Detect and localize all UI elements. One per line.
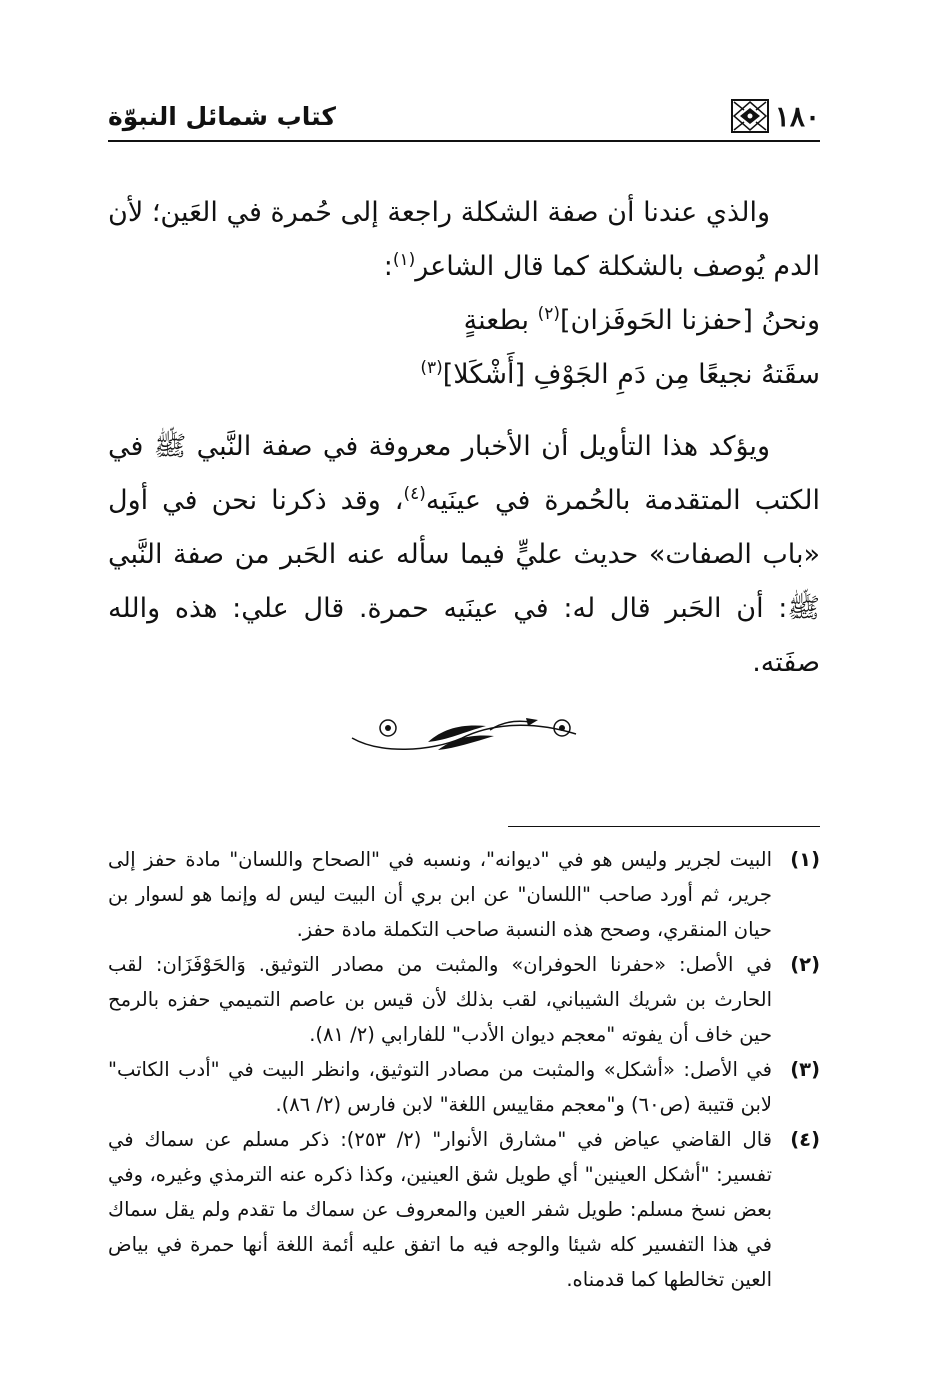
paragraph-1-text: والذي عندنا أن صفة الشكلة راجعة إلى حُمرة في العَين؛ لأن الدم يُوصف بالشكلة كما قال الشاعر — [108, 197, 820, 282]
section-divider-ornament-icon — [340, 708, 590, 758]
verse-1-part-a: ونحنُ [حفزنا الحَوفَزان] — [560, 305, 820, 336]
footnote-text: في الأصل: «حفرنا الحوفران» والمثبت من مصادر التوثيق. وَالحَوْفَزَان: لقب الحارث بن شريك الشيباني، لقب بذلك لأن قيس بن عاصم التميمي حفزه بالرمح حين خاف أن يفوته "معجم ديوان الأدب" للفارابي (٢/ ٨١). — [108, 953, 772, 1046]
verse-1-part-b: بطعنةٍ — [463, 305, 538, 336]
footnote-text: قال القاضي عياض في "مشارق الأنوار" (٢/ ٢٥٣): ذكر مسلم عن سماك في تفسير: "أشكل العينين" أي طويل شق العينين، وكذا ذكره عنه الترمذي وغيره، وفي بعض نسخ مسلم: طويل شفر العين والمعروف عن سماك ما تقدم ولم يقل سماك في هذا التفسير كله شيئا والوجه فيه ما اتفق عليه أئمة اللغة أنها حمرة في بياض العين تخالطها كما قدمناه. — [108, 1128, 772, 1291]
verse-line-2 — [108, 348, 820, 402]
running-header — [108, 98, 820, 142]
footnote-number: (٤) — [790, 1128, 820, 1151]
footnote-text: في الأصل: «أشكل» والمثبت من مصادر التوثيق، وانظر البيت في "أدب الكاتب" لابن قتيبة (ص٦٠) و"معجم مقاييس اللغة" لابن فارس (٢/ ٨٦). — [108, 1058, 772, 1116]
verse-2-text: سقَتهُ نجيعًا مِن دَمِ الجَوْفِ [أَشْكَلا] — [442, 359, 820, 390]
footnote-ref-2: (٢) — [537, 304, 560, 324]
footnote-2 — [108, 947, 820, 1052]
footnote-ref-4: (٤) — [403, 484, 426, 504]
footnote-ref-3: (٣) — [420, 358, 443, 378]
header-ornament-icon — [730, 98, 770, 134]
paragraph-2 — [108, 420, 820, 690]
footnotes — [108, 842, 820, 1297]
footnote-ref-1: (١) — [392, 250, 416, 270]
main-text — [108, 186, 820, 690]
page-number: ١٨٠ — [774, 100, 820, 133]
footnote-number: (٣) — [790, 1058, 820, 1081]
verse-line-1 — [108, 294, 820, 348]
footnote-1 — [108, 842, 820, 947]
paragraph-2-part-a: ويؤكد هذا التأويل أن الأخبار معروفة في صفة النَّبي ﷺ في الكتب المتقدمة بالحُمرة في عينَيه — [108, 431, 820, 516]
footnote-text: البيت لجرير وليس هو في "ديوانه"، ونسبه في "الصحاح واللسان" مادة حفز إلى جرير، ثم أورد صاحب "اللسان" عن ابن بري أن البيت ليس له وإنما هو لسوار بن حيان المنقري، وصحح هذه النسبة صاحب التكملة مادة حفز. — [108, 848, 772, 941]
footnote-number: (٢) — [790, 953, 820, 976]
paragraph-1 — [108, 186, 820, 294]
footnote-4 — [108, 1122, 820, 1297]
header-rule — [108, 140, 820, 142]
footnote-rule — [508, 826, 820, 827]
paragraph-1-end: : — [383, 251, 393, 282]
footnote-3 — [108, 1052, 820, 1122]
footnote-number: (١) — [790, 848, 820, 871]
paragraph-2-part-b: ، وقد ذكرنا نحن في أول «باب الصفات» حديث عليٍّ فيما سأله عنه الحَبر من صفة النَّبي ﷺ: أن الحَبر قال له: في عينَيه حمرة. قال علي: هذه والله صفَته. — [108, 485, 820, 678]
book-title: كتاب شمائل النبوّة — [108, 102, 336, 131]
